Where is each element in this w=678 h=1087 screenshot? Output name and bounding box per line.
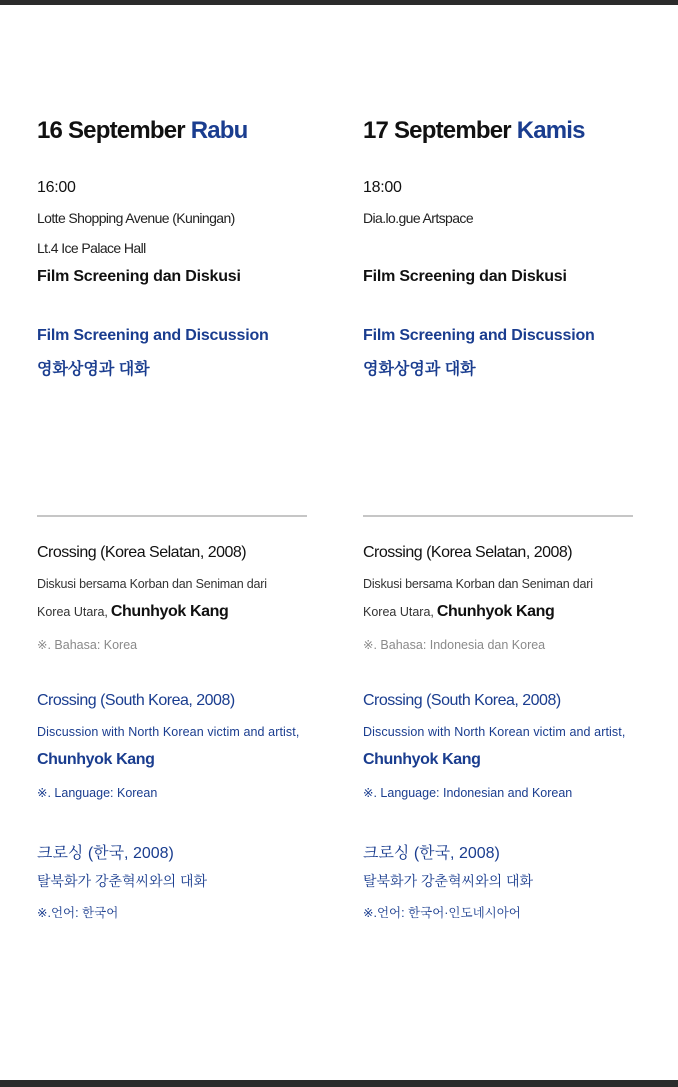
- schedule-column-day1: [37, 0, 337, 1087]
- guest-name: Chunhyok Kang: [436, 603, 555, 620]
- language-note-korean: ※.언어: 한국어·인도네시아어: [363, 906, 521, 920]
- language-note-korean: ※.언어: 한국어: [37, 906, 119, 920]
- guest-name-english: Chunhyok Kang: [363, 751, 481, 768]
- description-english: Discussion with North Korean victim and artist,: [37, 725, 300, 739]
- date-text: 16 September: [37, 117, 185, 144]
- weekday: Kamis: [516, 117, 585, 144]
- film-title-english: Crossing (South Korea, 2008): [37, 692, 235, 709]
- description-korean: 탈북화가 강춘혁씨와의 대화: [363, 873, 534, 889]
- event-title-indonesian: Film Screening dan Diskusi: [363, 268, 567, 285]
- schedule-column-day2: [363, 0, 663, 1087]
- venue-line-1: Dia.lo.gue Artspace: [363, 210, 474, 226]
- film-title-korean: 크로싱 (한국, 2008): [37, 845, 174, 862]
- description-indonesian-line-1: Diskusi bersama Korban dan Seniman dari: [37, 577, 267, 591]
- description-korean: 탈북화가 강춘혁씨와의 대화: [37, 873, 208, 889]
- section-divider: [363, 515, 633, 517]
- event-time: 16:00: [37, 179, 76, 196]
- event-title-korean: 영화상영과 대화: [363, 361, 476, 378]
- venue-line-2: Lt.4 Ice Palace Hall: [37, 240, 146, 256]
- section-divider: [37, 515, 307, 517]
- language-note-english: ※. Language: Korean: [37, 786, 158, 800]
- date-text: 17 September: [363, 117, 511, 144]
- description-indonesian-line-2: [363, 603, 554, 621]
- film-title-indonesian: Crossing (Korea Selatan, 2008): [37, 544, 247, 561]
- description-indonesian-text: Korea Utara,: [37, 605, 108, 619]
- description-indonesian-text: Korea Utara,: [363, 605, 434, 619]
- film-title-korean: 크로싱 (한국, 2008): [363, 845, 500, 862]
- weekday: Rabu: [190, 117, 248, 144]
- language-note-english: ※. Language: Indonesian and Korean: [363, 786, 573, 800]
- event-title-english: Film Screening and Discussion: [37, 327, 269, 344]
- description-english: Discussion with North Korean victim and artist,: [363, 725, 626, 739]
- description-indonesian-line-2: [37, 603, 228, 621]
- description-indonesian-line-1: Diskusi bersama Korban dan Seniman dari: [363, 577, 593, 591]
- event-title-korean: 영화상영과 대화: [37, 361, 150, 378]
- event-title-english: Film Screening and Discussion: [363, 327, 595, 344]
- event-time: 18:00: [363, 179, 402, 196]
- language-note-indonesian: ※. Bahasa: Indonesia dan Korea: [363, 638, 546, 652]
- venue-line-1: Lotte Shopping Avenue (Kuningan): [37, 210, 235, 226]
- language-note-indonesian: ※. Bahasa: Korea: [37, 638, 138, 652]
- bottom-frame-bar: [0, 1080, 678, 1087]
- film-title-indonesian: Crossing (Korea Selatan, 2008): [363, 544, 573, 561]
- guest-name-english: Chunhyok Kang: [37, 751, 155, 768]
- film-title-english: Crossing (South Korea, 2008): [363, 692, 561, 709]
- guest-name: Chunhyok Kang: [110, 603, 229, 620]
- event-date: [363, 117, 585, 145]
- event-title-indonesian: Film Screening dan Diskusi: [37, 268, 241, 285]
- event-date: [37, 117, 248, 145]
